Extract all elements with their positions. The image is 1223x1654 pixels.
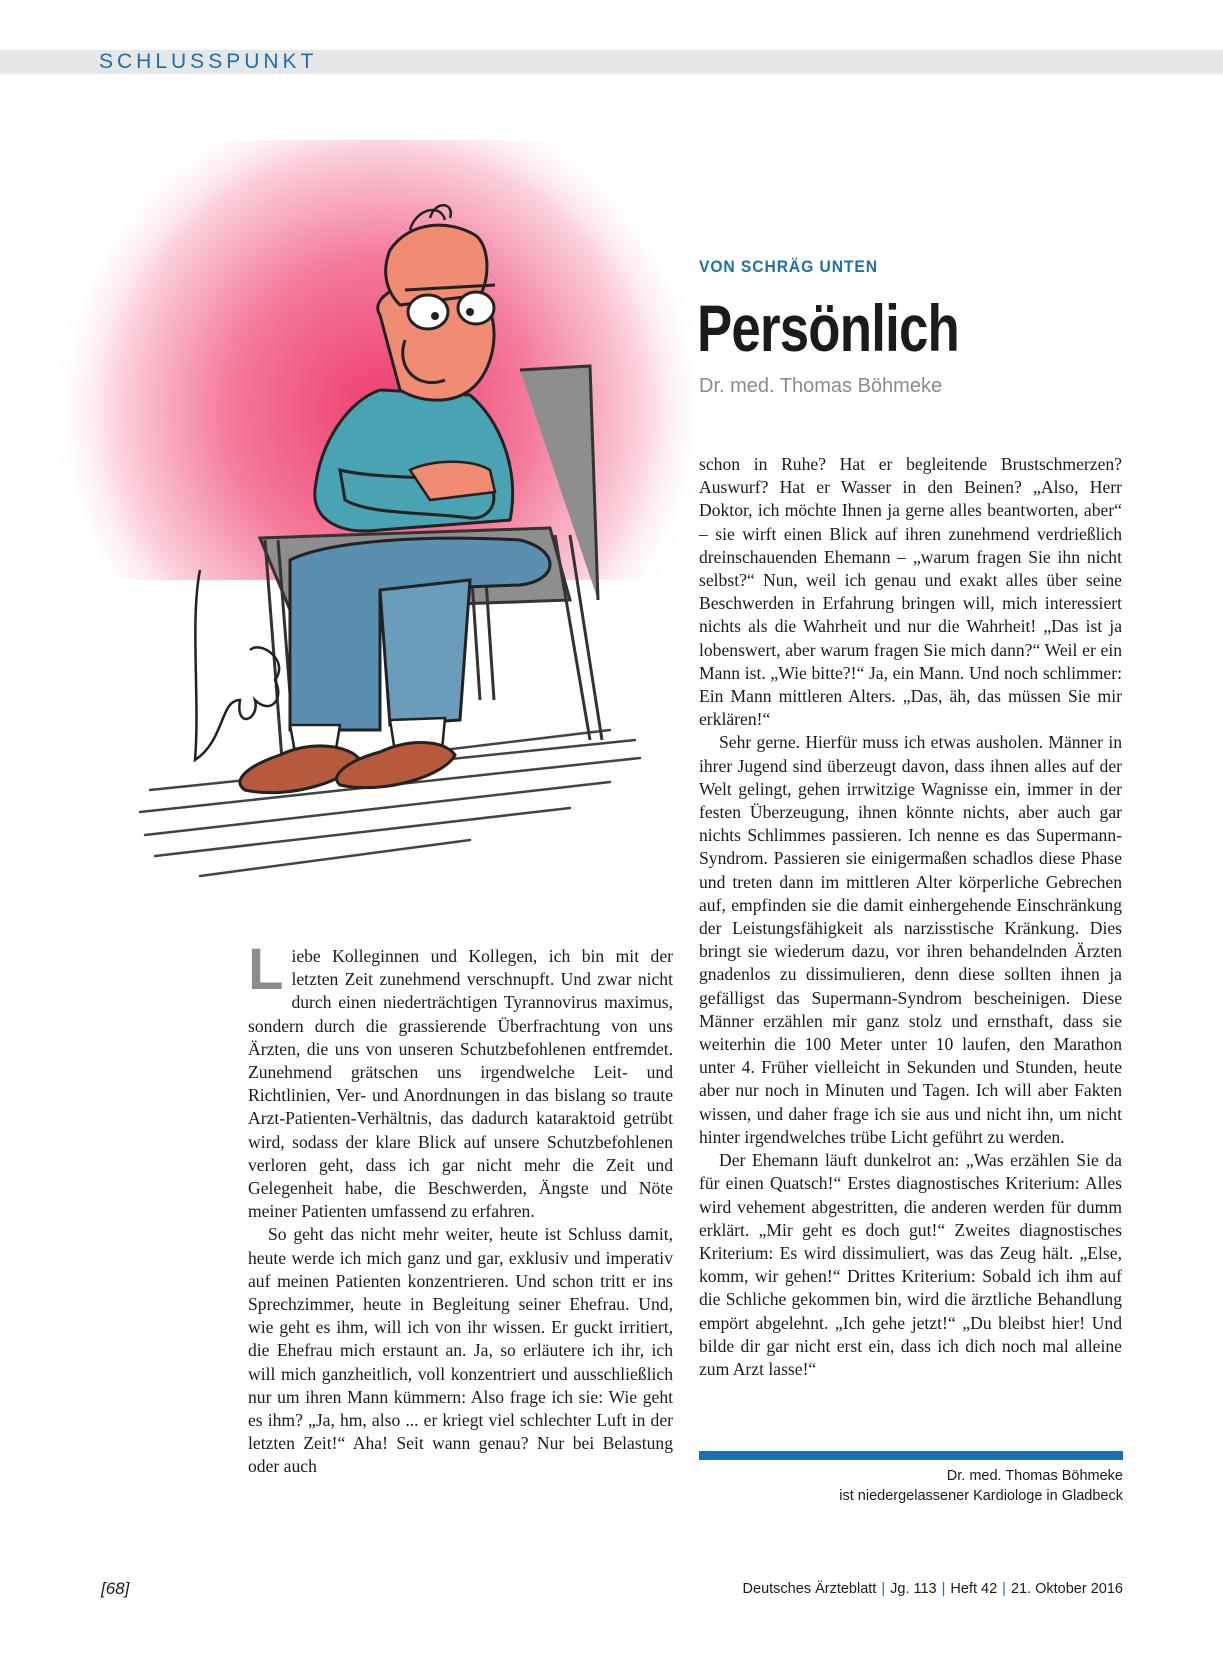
article-column-right [699, 453, 1122, 1381]
paragraph: Sehr gerne. Hierfür muss ich etwas ausholen. Männer in ihrer Jugend sind überzeugt davon, dass ihnen alles auf der Welt gelingt, gehen irrwitzige Wagnisse ein, immer in der festen Überzeugung, ihnen könnte nichts, aber auch gar nichts Schlimmes passieren. Ich nenne es das Supermann-Syndrom. Passieren sie einigermaßen schadlos diese Phase und treten dann im mittleren Alter körperliche Gebrechen auf, empfinden sie die damit einhergehende Einschränkung der Leistungsfähigkeit als narzisstische Kränkung. Dies bringt sie wiederum dazu, vor ihren behandelnden Ärzten gnadenlos zu dissimulieren, denn diese sollten ihnen ja gefälligst das Supermann-Syndrom bescheinigen. Diese Männer erzählen mir ganz stolz und ernsthaft, dass sie weiterhin die 100 Meter unter 10 laufen, den Marathon unter 4. Früher vielleicht in Sekunden und Stunden, heute aber nur noch in Minuten und Tagen. Ich will aber Fakten wissen, und daher frage ich sie aus und nicht ihn, um nicht hinter irgendwelches trübe Licht geführt zu werden. [699, 732, 1122, 1147]
issue-date: 21. Oktober 2016 [1010, 1581, 1123, 1597]
cartoon-illustration [50, 140, 700, 920]
journal-name: Deutsches Ärzteblatt [742, 1581, 877, 1597]
separator: | [881, 1581, 886, 1597]
separator: | [1002, 1581, 1006, 1597]
footer [743, 1581, 1123, 1597]
dropcap: L [248, 937, 284, 1002]
byline: Dr. med. Thomas Böhmeke [699, 375, 943, 397]
paragraph: schon in Ruhe? Hat er begleitende Brustschmerzen? Auswurf? Hat er Wasser in den Beinen? „Also, Herr Doktor, ich möchte Ihnen ja gerne alles beantworten, aber“ – sie wirft einen Blick auf ihren zunehmend verdrießlich dreinschauenden Ehemann – „warum fragen Sie ihn nicht selbst?“ Nun, weil ich genau und exakt alles über seine Beschwerden in Erfahrung bringen will, mich interessiert nichts als die Wahrheit und nur die Wahrheit! „Das ist ja lobenswert, aber warum fragen Sie mich dann?“ Weil er ein Mann ist. „Wie bitte?!“ Ja, ein Mann. Und noch schlimmer: Ein Mann mittleren Alters. „Das, äh, das müssen Sie mir erklären!“ [699, 454, 1122, 730]
paragraph [248, 937, 673, 1223]
page-number: [68] [101, 1579, 130, 1598]
paragraph: Der Ehemann läuft dunkelrot an: „Was erzählen Sie da für einen Quatsch!“ Erstes diagnostisches Kriterium: Alles wird vehement abgestritten, die anderen werden für dumm erklärt. „Mir geht es doch gut!“ Zweites diagnostisches Kriterium: Es wird dissimuliert, was das Zeug hält. „Else, komm, wir gehen!“ Drittes Kriterium: Sobald ich ihm auf die Schliche gekommen bin, wird die ärztliche Behandlung empört abgelehnt. „Ich gehe jetzt!“ „Du bleibst hier! Und bilde dir gar nicht erst ein, dass ich dich noch mal alleine zum Arzt lasse!“ [699, 1150, 1122, 1379]
article-column-left [248, 937, 673, 1479]
author-name: Dr. med. Thomas Böhmeke [946, 1468, 1123, 1484]
kicker: VON SCHRÄG UNTEN [699, 257, 878, 276]
author-rule [699, 1451, 1123, 1460]
volume: Jg. 113 [890, 1581, 937, 1597]
headline: Persönlich [697, 291, 959, 365]
section-label: SCHLUSSPUNKT [99, 50, 318, 73]
paragraph: So geht das nicht mehr weiter, heute ist Schluss damit, heute werde ich mich ganz und gar, exklusiv und imperativ auf meinen Patienten konzentrieren. Und schon tritt er ins Sprechzimmer, heute in Begleitung seiner Ehefrau. Und, wie geht es ihm, will ich von ihr wissen. Er guckt irritiert, die Ehefrau mich erstaunt an. Ja, so erläutere ich ihr, ich will mich ganzheitlich, voll konzentriert und ausschließlich nur um ihren Mann kümmern: Also frage ich sie: Wie geht es ihm? „Ja, hm, also ... er kriegt viel schlechter Luft in der letzten Zeit!“ Aha! Seit wann genau? Nur bei Belastung oder auch [248, 1224, 673, 1477]
author-bio [699, 1466, 1123, 1506]
author-role: ist niedergelassener Kardiologe in Gladbeck [839, 1488, 1123, 1504]
separator: | [941, 1581, 946, 1597]
paragraph-text: iebe Kolleginnen und Kollegen, ich bin mit der letzten Zeit zunehmend verschnupft. Und zwar nicht durch einen niederträchtigen Tyrannovirus maximus, sondern durch die grassierende Überfrachtung von uns Ärzten, die uns von unseren Schutzbefohlenen entfremdet. Zunehmend grätschen uns irgendwelche Leit- und Richtlinien, Ver- und Anordnungen in das bislang so traute Arzt-Patienten-Verhältnis, das dadurch kataraktoid getrübt wird, sodass der klare Blick auf unsere Schutzbefohlenen verloren geht, dass ich gar nicht mehr die Zeit und Gelegenheit habe, die Beschwerden, Ängste und Nöte meiner Patienten umfassend zu erfahren. [248, 946, 673, 1222]
issue: Heft 42 [950, 1581, 998, 1597]
